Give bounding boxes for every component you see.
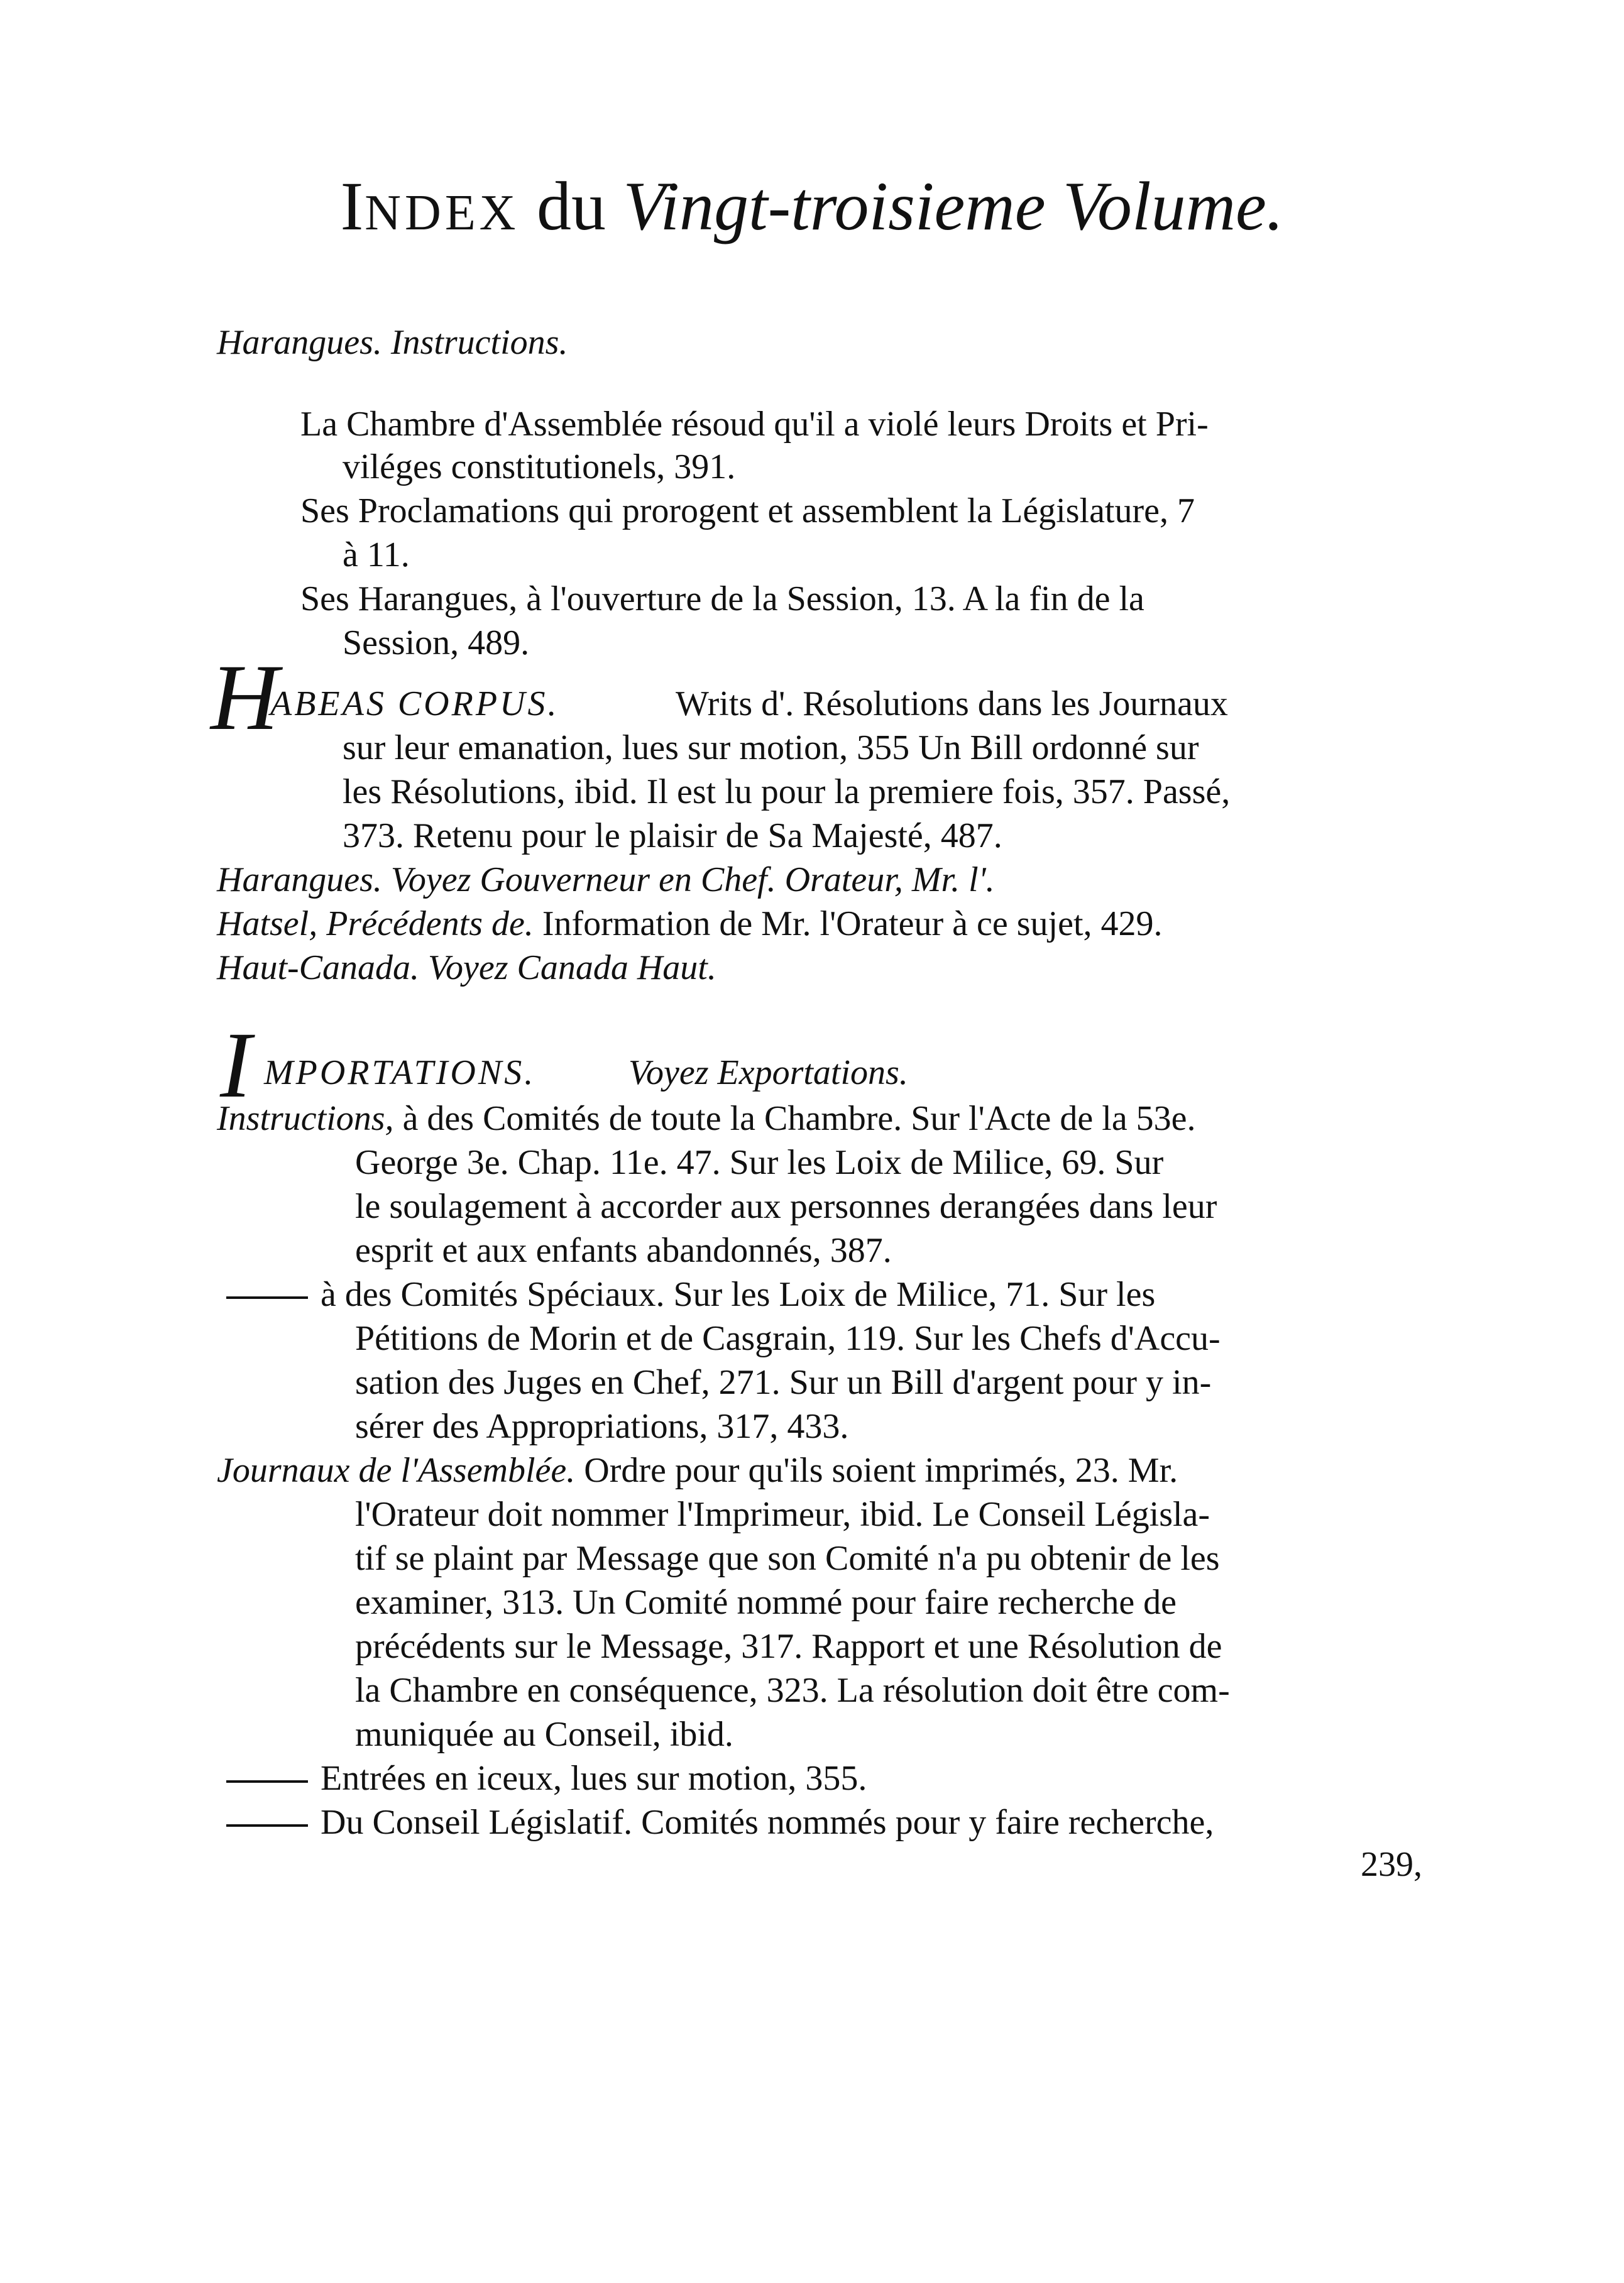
importations-see: Voyez Exportations.: [628, 1053, 908, 1092]
instructions-line: le soulagement à accorder aux personnes derangées dans leur: [355, 1187, 1217, 1226]
importations-heading: MPORTATIONS.: [264, 1053, 536, 1092]
journaux-entry: [217, 1448, 1178, 1492]
habeas-big-letter: H: [211, 645, 279, 750]
em-dash-rule: [226, 1780, 308, 1783]
harangues-line: Session, 489.: [343, 623, 530, 662]
index-entry: [217, 858, 995, 902]
journaux-sub-line: Entrées en iceux, lues sur motion, 355.: [321, 1759, 867, 1798]
entry-term: Hatsel, Précédents de.: [217, 904, 534, 943]
journaux-line: la Chambre en conséquence, 323. La résolution doit être com-: [355, 1671, 1230, 1710]
em-dash-rule: [226, 1296, 308, 1299]
harangues-line: Ses Harangues, à l'ouverture de la Session, 13. A la fin de la: [300, 579, 1144, 618]
journaux-subentry: [226, 1800, 1214, 1844]
section-header-harangues: Harangues. Instructions.: [217, 323, 568, 362]
instructions-sub-line: sation des Juges en Chef, 271. Sur un Bill d'argent pour y in-: [355, 1363, 1212, 1402]
importations-big-letter: I: [220, 1013, 251, 1117]
habeas-line: les Résolutions, ibid. Il est lu pour la premiere fois, 357. Passé,: [343, 772, 1231, 811]
instructions-line: George 3e. Chap. 11e. 47. Sur les Loix de Milice, 69. Sur: [355, 1143, 1164, 1182]
journaux-line: tif se plaint par Message que son Comité n'a pu obtenir de les: [355, 1539, 1220, 1578]
journaux-line: l'Orateur doit nommer l'Imprimeur, ibid. Le Conseil Législa-: [355, 1495, 1210, 1534]
journaux-line: examiner, 313. Un Comité nommé pour faire recherche de: [355, 1583, 1177, 1622]
habeas-line: Writs d'. Résolutions dans les Journaux: [676, 684, 1228, 723]
harangues-line: Ses Proclamations qui prorogent et assemblent la Législature, 7: [300, 491, 1195, 530]
instructions-term: Instructions,: [217, 1099, 394, 1138]
instructions-line: à des Comités de toute la Chambre. Sur l'Acte de la 53e.: [402, 1099, 1196, 1138]
instructions-entry: [217, 1097, 1196, 1141]
entry-text: Voyez Gouverneur en Chef. Orateur, Mr. l'.: [390, 860, 995, 899]
title-italic: Vingt-troisieme Volume.: [623, 168, 1284, 244]
index-entry: [217, 902, 1163, 946]
harangues-line: viléges constitutionels, 391.: [343, 447, 736, 486]
journaux-term: Journaux de l'Assemblée.: [217, 1451, 576, 1490]
instructions-subentry: [226, 1273, 1155, 1317]
instructions-sub-line: sérer des Appropriations, 317, 433.: [355, 1407, 849, 1446]
title-index-rest: NDEX: [365, 185, 520, 241]
instructions-sub-line: Pétitions de Morin et de Casgrain, 119. Sur les Chefs d'Accu-: [355, 1319, 1221, 1358]
entry-text: Voyez Canada Haut.: [428, 948, 716, 987]
habeas-heading: ABEAS CORPUS.: [270, 684, 559, 723]
journaux-subentry: [226, 1756, 867, 1800]
entry-term: Haut-Canada.: [217, 948, 419, 987]
habeas-line: sur leur emanation, lues sur motion, 355 Un Bill ordonné sur: [343, 728, 1199, 767]
journaux-line: Ordre pour qu'ils soient imprimés, 23. Mr.: [584, 1451, 1178, 1490]
harangues-line: La Chambre d'Assemblée résoud qu'il a violé leurs Droits et Pri-: [300, 405, 1209, 444]
title-du: du: [536, 168, 606, 244]
entry-text: Information de Mr. l'Orateur à ce sujet, 429.: [542, 904, 1163, 943]
em-dash-rule: [226, 1824, 308, 1827]
harangues-line: à 11.: [343, 535, 410, 574]
journaux-line: précédents sur le Message, 317. Rapport et une Résolution de: [355, 1627, 1222, 1666]
journaux-sub-line: Du Conseil Législatif. Comités nommés pour y faire recherche,: [321, 1803, 1214, 1842]
entry-term: Harangues.: [217, 860, 382, 899]
page-title: [0, 167, 1624, 246]
index-entry: [217, 946, 716, 990]
instructions-line: esprit et aux enfants abandonnés, 387.: [355, 1231, 892, 1270]
journaux-line: muniquée au Conseil, ibid.: [355, 1715, 733, 1754]
title-index-cap: I: [340, 168, 365, 244]
instructions-sub-line: à des Comités Spéciaux. Sur les Loix de Milice, 71. Sur les: [321, 1275, 1156, 1314]
page-number: 239,: [1361, 1845, 1422, 1884]
habeas-line: 373. Retenu pour le plaisir de Sa Majesté, 487.: [343, 816, 1002, 855]
